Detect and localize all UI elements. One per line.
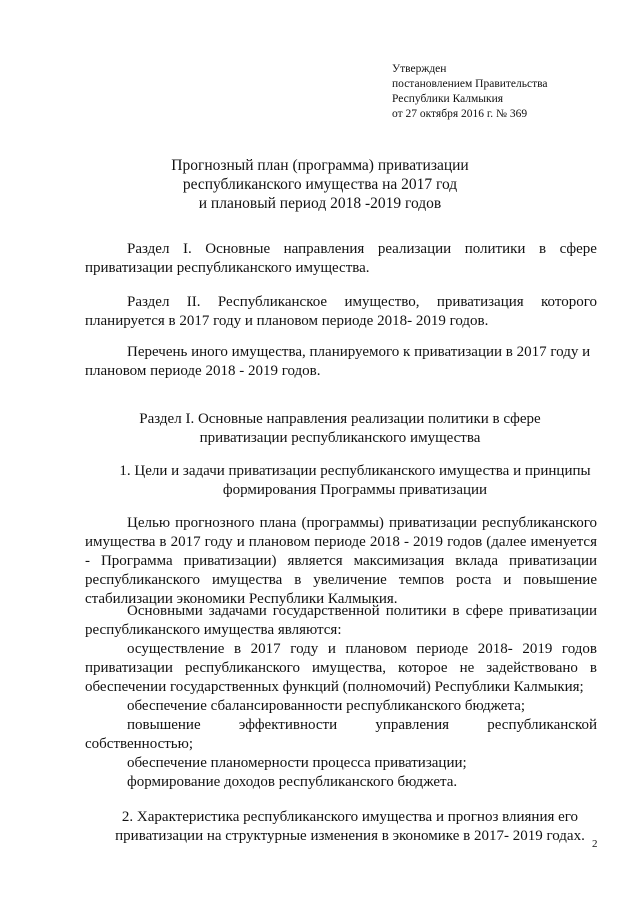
toc-item-1-line-1 (85, 240, 597, 259)
word: II. (186, 294, 201, 310)
section-1-heading (70, 410, 610, 448)
heading-line: Раздел I. Основные направления реализации политики в сфере (139, 411, 541, 427)
task-item-2: обеспечение сбалансированности республиканского бюджета; (127, 698, 526, 714)
subsection-2-heading (70, 808, 630, 846)
word: Основные (205, 241, 271, 257)
heading-line: 1. Цели и задачи приватизации республиканского имущества и принципы (119, 463, 591, 479)
task-item-4: обеспечение планомерности процесса приватизации; (127, 755, 467, 771)
page-number: 2 (592, 838, 598, 850)
word: повышение (127, 717, 201, 733)
toc-item-2-line-1 (85, 293, 597, 312)
task-item-3-line-1 (85, 716, 597, 735)
toc-item-3-line-1: Перечень иного имущества, планируемого к приватизации в 2017 году и (127, 344, 591, 360)
paragraph-tasks-intro: Основными задачами государственной политики в сфере приватизации республиканского имущества являются: (85, 603, 597, 638)
approval-line: постановлением Правительства (392, 78, 548, 90)
approval-line: Утвержден (392, 63, 447, 75)
title-line: и плановый период 2018 -2019 годов (198, 195, 442, 212)
word: сфере (559, 241, 597, 257)
paragraph-goal: Целью прогнозного плана (программы) приватизации республиканского имущества в 2017 году и плановом периоде 2018 - 2019 годов (далее именуется - Программа приватизации) является максимизация вклада приватизации республиканского имущества в увеличение темпов роста и повышение стабилизации экономики Республики Калмыкия. (85, 515, 597, 607)
heading-line: приватизации на структурные изменения в экономике в 2017- 2019 годах. (115, 828, 585, 844)
title-line: республиканского имущества на 2017 год (182, 176, 458, 193)
word: республиканской (487, 717, 597, 733)
word: управления (375, 717, 450, 733)
word: реализации (377, 241, 452, 257)
subsection-1-heading (85, 462, 625, 500)
word: Республиканское (217, 294, 328, 310)
word: имущество, (344, 294, 420, 310)
toc-item-3-line-2: плановом периоде 2018 - 2019 годов. (85, 363, 321, 379)
word: Раздел (127, 241, 170, 257)
heading-line: приватизации республиканского имущества (199, 430, 481, 446)
word: Раздел (127, 294, 170, 310)
toc-item-2-line-2: планируется в 2017 году и плановом периоде 2018- 2019 годов. (85, 313, 489, 329)
approval-stamp (392, 62, 632, 122)
task-item-3-line-2: собственностью; (85, 736, 194, 752)
title-line: Прогнозный план (программа) приватизации (171, 157, 469, 174)
word: направления (283, 241, 365, 257)
word: I. (182, 241, 192, 257)
word: политики (464, 241, 526, 257)
word: в (538, 241, 547, 257)
document-title (100, 156, 540, 213)
approval-date: от 27 октября 2016 г. № 369 (392, 108, 528, 120)
approval-line: Республики Калмыкия (392, 93, 504, 105)
heading-line: 2. Характеристика республиканского имущества и прогноз влияния его (121, 809, 579, 825)
toc-item-1-line-2: приватизации республиканского имущества. (85, 260, 370, 276)
word: эффективности (238, 717, 338, 733)
word: приватизация (436, 294, 524, 310)
heading-line: формирования Программы приватизации (222, 482, 488, 498)
task-item-1: осуществление в 2017 году и плановом периоде 2018- 2019 годов приватизации республиканского имущества, которое не задействовано в обеспечении государственных функций (полномочий) Республики Калмыкия; (85, 641, 597, 695)
task-item-5: формирование доходов республиканского бюджета. (127, 774, 458, 790)
word: которого (541, 294, 597, 310)
